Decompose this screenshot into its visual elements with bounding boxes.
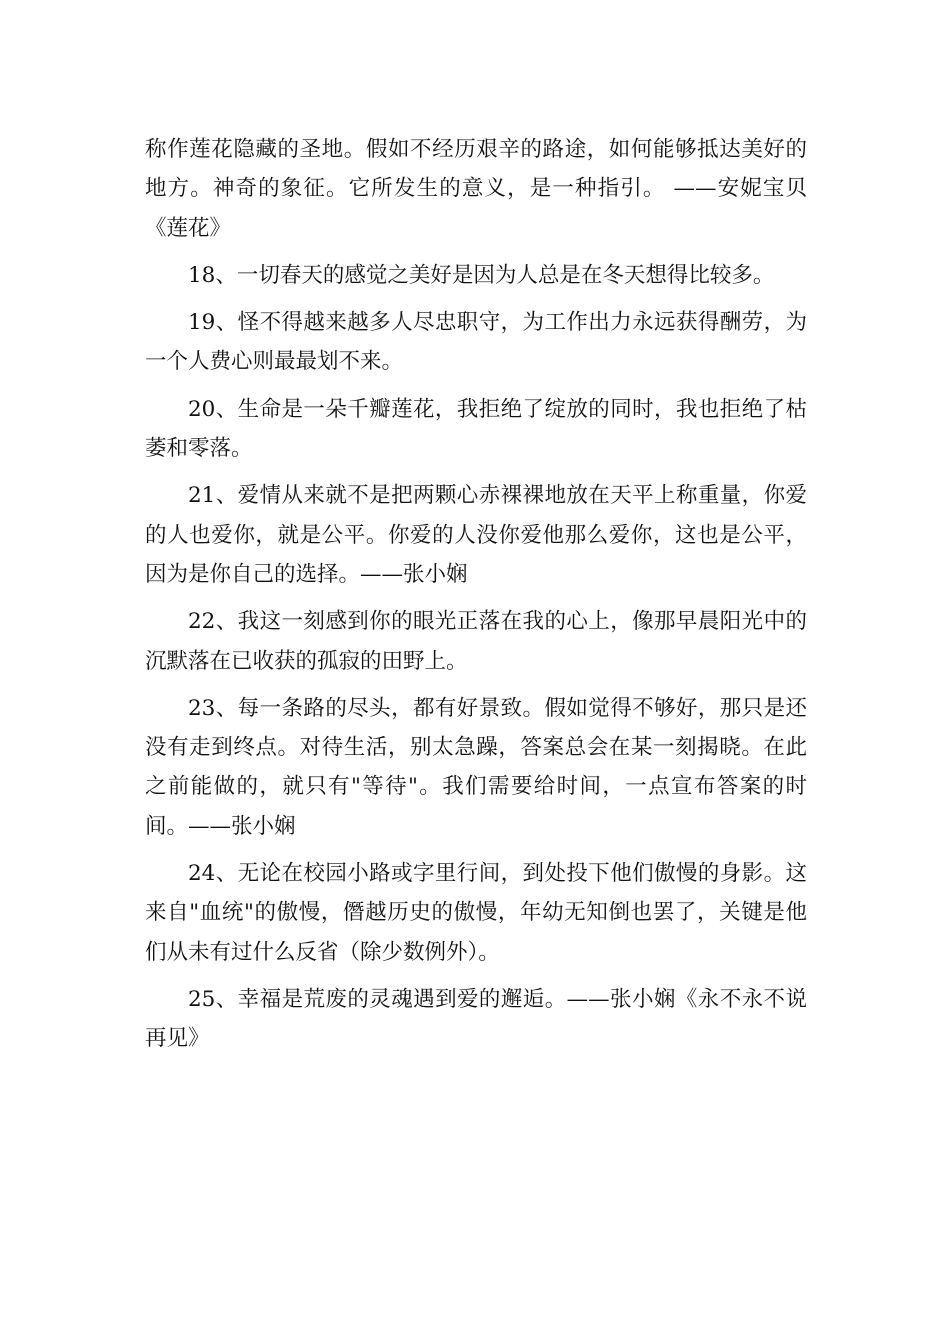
quote-22: 22、我这一刻感到你的眼光正落在我的心上，像那早晨阳光中的沉默落在已收获的孤寂的田野上。 xyxy=(145,609,807,674)
paragraph-continuation: 称作莲花隐藏的圣地。假如不经历艰辛的路途，如何能够抵达美好的地方。神奇的象征。它所发生的意义，是一种指引。 ——安妮宝贝 《莲花》 xyxy=(145,137,807,241)
quote-19: 19、怪不得越来越多人尽忠职守，为工作出力永远获得酬劳，为一个人费心则最最划不来。 xyxy=(145,310,807,375)
quote-21: 21、爱情从来就不是把两颗心赤裸裸地放在天平上称重量，你爱的人也爱你，就是公平。你爱的人没你爱他那么爱你，这也是公平，因为是你自己的选择。——张小娴 xyxy=(145,483,807,587)
document-page xyxy=(145,130,807,1067)
quote-18: 18、一切春天的感觉之美好是因为人总是在冬天想得比较多。 xyxy=(188,262,775,288)
quote-20: 20、生命是一朵千瓣莲花，我拒绝了绽放的同时，我也拒绝了枯萎和零落。 xyxy=(145,396,807,462)
quote-24: 24、无论在校园小路或字里行间，到处投下他们傲慢的身影。这来自"血统"的傲慢，僭越历史的傲慢，年幼无知倒也罢了，关键是他们从未有过什么反省（除少数例外）。 xyxy=(145,861,807,965)
quote-25: 25、幸福是荒废的灵魂遇到爱的邂逅。——张小娴《永不永不说再见》 xyxy=(145,986,807,1052)
quote-23: 23、每一条路的尽头，都有好景致。假如觉得不够好，那只是还没有走到终点。对待生活，别太急躁，答案总会在某一刻揭晓。在此之前能做的，就只有"等待"。我们需要给时间，一点宣布答案的时间。——张小娴 xyxy=(145,695,807,839)
